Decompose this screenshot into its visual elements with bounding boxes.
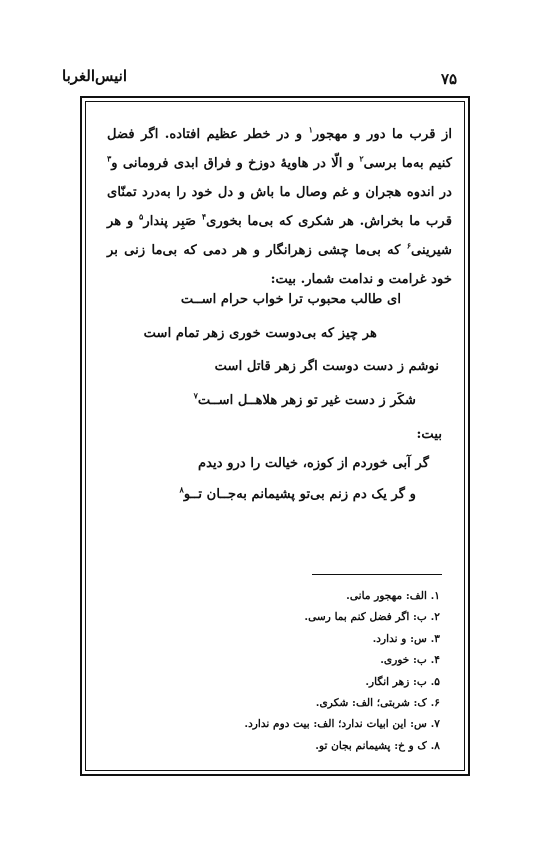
footnote-marker: ۷: [193, 390, 198, 401]
footnote: ۵. ب: زهر انگار.: [365, 675, 440, 688]
verse-line: [193, 390, 416, 408]
footnote: ۶. ک: شربتی؛ الف: شکری.: [315, 697, 440, 710]
verse-heading: بیت:: [416, 427, 442, 442]
verse-line: نوشم ز دست دوست اگر زهر قاتل است: [214, 359, 439, 374]
prose-text: که بی‌ما چشی زهرانگار و هر دمی که بی‌ما زنی بر خود غرامت و ندامت شمار. بیت:: [107, 243, 452, 287]
footnote-marker: ۵: [139, 211, 144, 222]
footnote-separator: [312, 574, 442, 575]
footnote: ۷. س: این ابیات ندارد؛ الف: بیت دوم ندارد.: [244, 718, 440, 731]
footnote: ۲. ب: اگر فضل کنم بما رسی.: [304, 611, 440, 624]
footnote: ۳. س: و ندارد.: [372, 632, 440, 645]
footnote-marker: ۶: [406, 240, 412, 251]
verse-line: گر آبی خوردم از کوزه، خیالت را درو دیدم: [197, 456, 429, 471]
prose-paragraph: [107, 120, 452, 294]
prose-text: از قرب ما دور و مهجور: [312, 127, 452, 142]
footnote-marker: ۲: [359, 153, 364, 164]
page-number: ۷۵: [441, 70, 458, 88]
verse-text: شکَر ز دست غیر تو زهر هلاهــل اســت: [197, 393, 416, 408]
verse-line: ای طالب محبوب ترا خواب حرام اســت: [180, 292, 401, 307]
footnote-marker: ۱: [308, 124, 313, 135]
verse-line: [179, 484, 416, 502]
prose-text: در اندوه هجران و غم وصال ما باش و دل خود را به‌درد تمنّای قرب ما بخراش. هر شکری که بی‌ما بخوری: [107, 185, 452, 229]
footnote-marker: ۸: [179, 484, 184, 495]
footnote: ۴. ب: خوری.: [380, 654, 440, 667]
footnotes-list: [150, 586, 440, 757]
prose-text: و هر شیرینی: [107, 214, 452, 258]
prose-text: و الّا در هاویهٔ دوزخ و فراق ابدی فرومانی و: [111, 156, 360, 171]
footnote-marker: ۳: [107, 153, 112, 164]
verse-line: هر چیز که بی‌دوست خوری زهر تمام است: [143, 326, 377, 341]
prose-text: و در خطر عظیم افتاده. اگر فضل کنیم به‌ما برسی: [107, 127, 452, 171]
footnote: ۸. ک و خ: پشیمانم بجان تو.: [315, 739, 440, 752]
verse-text: و گر یک دم زنم بی‌تو پشیمانم به‌جــان تــو: [183, 487, 416, 502]
footnote-marker: ۴: [201, 211, 207, 222]
running-title: انیس‌الغربا: [62, 67, 127, 85]
prose-text: صَبِر پندار: [143, 214, 202, 229]
footnote: ۱. الف: مهجور مانی.: [346, 590, 440, 602]
